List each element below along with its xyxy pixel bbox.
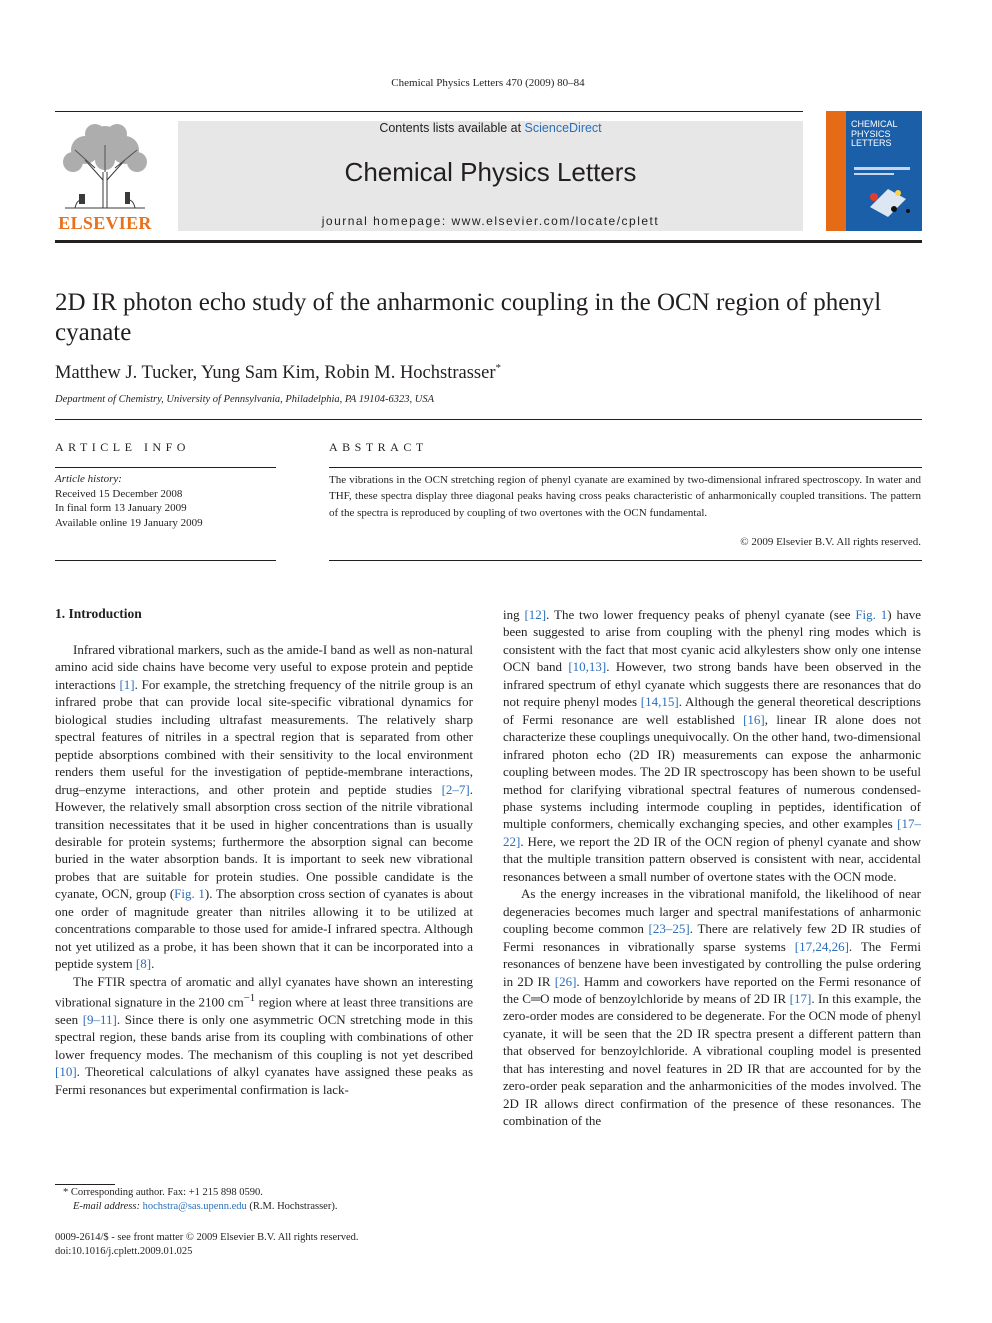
elsevier-logo[interactable] xyxy=(55,120,155,232)
cover-art-icon xyxy=(848,163,920,227)
article-info-heading: ARTICLE INFO xyxy=(55,440,190,454)
journal-title[interactable]: Chemical Physics Letters xyxy=(344,157,637,187)
paragraph: ing [12]. The two lower frequency peaks of phenyl cyanate (see Fig. 1) have been suggested to arise from coupling with the phenyl ring modes which is consistent with the fact that most cyanic acid alkylesters show only one intense OCN band [10,13]. However, two strong bands have been observed in the infrared spectrum of ethyl cyanate which suggests there are resonances that do not require phenyl modes [14,15]. Although the general theoretical descriptions of Fermi resonance are well established [16], linear IR alone does not characterize these couplings unequivocally. On the other hand, two-dimensional infrared photon echo (2D IR) measurements can expose the anharmonic coupling between modes. The 2D IR spectroscopy has been shown to be useful method for clarifying vibrational spectral features of numerous condensed-phase systems including intermode coupling in peptides, identification of multiple conformers, chemically exchanging species, and other examples [17–22]. Here, we report the 2D IR of the OCN region of phenyl cyanate and show that the multiple transition pattern observed is consistent with near, accidental resonances between a small number of overtone states with the OCN mode. xyxy=(503,607,921,884)
abstract-heading: ABSTRACT xyxy=(329,440,428,454)
body-column-left xyxy=(55,641,473,1098)
elsevier-wordmark: ELSEVIER xyxy=(58,213,152,233)
footnote xyxy=(55,1186,473,1214)
abstract-rule xyxy=(329,467,922,468)
email-suffix: (R.M. Hochstrasser). xyxy=(246,1201,338,1212)
sciencedirect-link[interactable]: ScienceDirect xyxy=(524,121,602,135)
contents-line xyxy=(178,121,803,135)
online-date: Available online 19 January 2009 xyxy=(55,516,203,529)
journal-citation: Chemical Physics Letters 470 (2009) 80–84 xyxy=(391,77,585,89)
citation-link[interactable]: [16] xyxy=(743,711,765,727)
copyright: © 2009 Elsevier B.V. All rights reserved. xyxy=(740,536,921,548)
corresponding-mark[interactable]: * xyxy=(495,362,502,374)
article-title: 2D IR photon echo study of the anharmonic coupling in the OCN region of phenyl cyanate xyxy=(55,289,882,346)
citation-link[interactable]: [23–25] xyxy=(648,921,690,937)
figure-link[interactable]: Fig. 1 xyxy=(855,607,888,622)
abstract-rule-bottom xyxy=(329,560,922,561)
citation-link[interactable]: [10,13] xyxy=(568,659,607,675)
citation-link[interactable]: [12] xyxy=(524,607,547,622)
email-label: E-mail address: xyxy=(73,1201,143,1212)
figure-link[interactable]: Fig. 1 xyxy=(174,886,205,902)
final-form-date: In final form 13 January 2009 xyxy=(55,502,187,514)
email-line xyxy=(55,1200,473,1214)
paragraph: The FTIR spectra of aromatic and allyl cyanates have shown an interesting vibrational signature in the 2100 $cm^{-1}$ region where at least three transitions are seen [9–11]. Since there is only one asymmetric OCN stretching mode in this spectral region, these bands arise from its coupling with combinations of other lower frequency modes. The mechanism of this coupling is not yet described [10]. Theoretical calculations of alkyl cyanates have assigned these peaks as Fermi resonances but experimental confirmation is lack- xyxy=(55,973,474,1097)
article-history xyxy=(55,472,276,530)
citation-link[interactable]: [8] xyxy=(135,956,152,972)
cover-title-line: LETTERS xyxy=(851,138,892,148)
paragraph: Infrared vibrational markers, such as the amide-I band as well as non-natural amino acid side chains have become very useful to expose protein and peptide interactions [1]. For example, the stretching frequency of the nitrile group is an infrared probe that can provide local site-specific vibrational dynamics for biological studies including ultrafast measurements. The relatively sharp spectral features of nitriles in a spectral region that is separated from other peptide absorptions combined with their sensitivity to the local environment renders them useful for the investigation of peptide-membrane interactions, drug–enzyme interactions, and other protein and peptide studies [2–7]. However, the relatively small absorption cross section of the nitrile vibrational transition necessitates that it be used in higher concentrations than is usually desirable for protein systems; furthermore the absorption signal can become buried in the water absorption bands. It is important to seek new vibrational probes that are suitable for protein studies. One possible candidate is the cyanate, OCN, group (Fig. 1). The absorption cross section of cyanates is about one order of magnitude greater than nitriles allowing it to be utilized at concentrations comparable to those used for amide-I infrared spectra. Although not yet utilized as a probe, it has been shown that it can be incorporated into a peptide system [8]. xyxy=(55,642,473,972)
issn-line: 0009-2614/$ - see front matter © 2009 Elsevier B.V. All rights reserved. xyxy=(55,1232,359,1243)
received-date: Received 15 December 2008 xyxy=(55,487,183,500)
section-heading: 1. Introduction xyxy=(55,606,142,621)
footnote-rule xyxy=(55,1184,115,1185)
cover-title xyxy=(851,120,917,149)
journal-banner xyxy=(178,121,803,231)
citation-link[interactable]: [9–11] xyxy=(82,1011,117,1027)
journal-cover[interactable] xyxy=(826,111,922,231)
citation-link[interactable]: [17–22] xyxy=(503,816,921,849)
corresponding-author-note: * Corresponding author. Fax: +1 215 898 0590. xyxy=(63,1187,263,1198)
citation-link[interactable]: [17,24,26] xyxy=(794,938,849,954)
authors: Matthew J. Tucker, Yung Sam Kim, Robin M. Hochstrasser xyxy=(55,363,496,384)
citation-link[interactable]: [1] xyxy=(119,676,135,692)
journal-homepage[interactable]: journal homepage: www.elsevier.com/locate/cplett xyxy=(321,214,660,228)
author-list xyxy=(55,362,501,384)
elsevier-tree-icon xyxy=(55,120,155,212)
affiliation-rule xyxy=(55,419,922,420)
citation-link[interactable]: [10] xyxy=(55,1064,77,1080)
cover-strip xyxy=(826,111,846,231)
publication-info xyxy=(55,1231,358,1259)
doi-line[interactable]: doi:10.1016/j.cplett.2009.01.025 xyxy=(55,1246,193,1257)
contents-prefix: Contents lists available at xyxy=(379,121,525,135)
affiliation: Department of Chemistry, University of Pennsylvania, Philadelphia, PA 19104-6323, USA xyxy=(55,394,435,405)
citation-link[interactable]: [26] xyxy=(554,973,577,989)
abstract-text: The vibrations in the OCN stretching region of phenyl cyanate are examined by two-dimensional infrared spectroscopy. In water and THF, these spectra display three diagonal peaks having cross peaks characteristic of anharmonically coupled transitions. The pattern of the spectra is reproduced by coupling of two overtones with the OCN fundamental. xyxy=(329,474,921,519)
paragraph: As the energy increases in the vibrational manifold, the likelihood of near degeneracies becomes much larger and spectral manifestations of anharmonic coupling become common [23–25]. There are relatively few 2D IR studies of Fermi resonances in vibrationally sparse systems [17,24,26]. The Fermi resonances of benzene have been investigated by controlling the pulse ordering in 2D IR [26]. Hamm and coworkers have reported on the Fermi resonance of the C═O mode of benzoylchloride by means of 2D IR [17]. In this example, the zero-order modes are considered to be degenerate. For the OCN mode of phenyl cyanate, it will be seen that the 2D IR spectra present a different pattern than that observed for benzoylchloride. A vibrational coupling model is presented that has interesting and novel features in 2D IR that are accounted for by the zero-order peak separation and the anharmonicities of the modes involved. The 2D IR allows direct confirmation of the presence of these resonances. The combination of the xyxy=(503,886,922,1129)
citation-link[interactable]: [17] xyxy=(789,990,812,1006)
email-link[interactable]: hochstra@sas.upenn.edu xyxy=(142,1201,247,1212)
header-rule xyxy=(55,111,803,112)
cover-title-line: PHYSICS xyxy=(851,128,891,139)
article-info-rule xyxy=(55,467,276,468)
body-column-right xyxy=(503,606,921,1130)
cover-title-line: CHEMICAL xyxy=(851,119,898,129)
citation-link[interactable]: [2–7] xyxy=(441,781,470,797)
article-info-rule-bottom xyxy=(55,560,276,561)
header-thick-rule xyxy=(55,240,922,243)
citation-link[interactable]: [14,15] xyxy=(640,694,679,710)
history-label: Article history: xyxy=(55,473,122,485)
